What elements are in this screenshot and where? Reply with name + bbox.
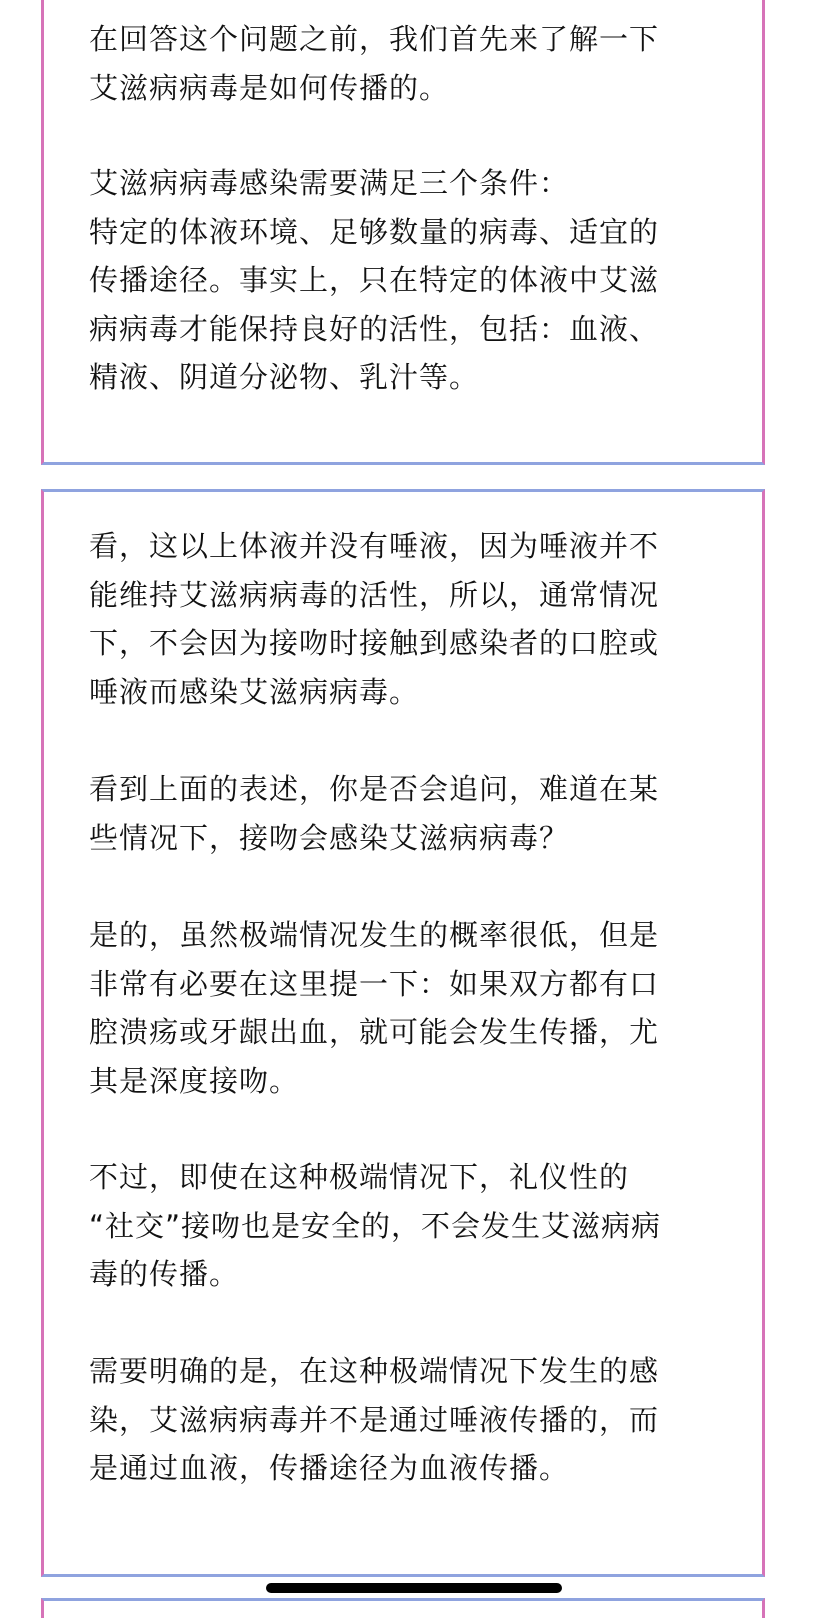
- article-card-saliva: [41, 489, 765, 1577]
- home-indicator[interactable]: [266, 1583, 562, 1593]
- paragraph-intro: 在回答这个问题之前，我们首先来了解一下 艾滋病病毒是如何传播的。: [89, 22, 660, 105]
- paragraph-question: 看到上面的表述，你是否会追问，难道在某 些情况下，接吻会感染艾滋病病毒？: [89, 772, 660, 855]
- paragraph-social-kiss: 不过，即使在这种极端情况下，礼仪性的 “社交”接吻也是安全的，不会发生艾滋病病 毒的传播。: [89, 1160, 662, 1291]
- article-card-intro: [41, 0, 765, 465]
- paragraph-transmission-conditions: 艾滋病病毒感染需要满足三个条件： 特定的体液环境、足够数量的病毒、适宜的 传播途径。事实上，只在特定的体液中艾滋 病病毒才能保持良好的活性，包括：血液、 精液、阴道分泌物、乳汁等。: [89, 166, 660, 394]
- paragraph-saliva: 看，这以上体液并没有唾液，因为唾液并不 能维持艾滋病病毒的活性，所以，通常情况 下，不会因为接吻时接触到感染者的口腔或 唾液而感染艾滋病病毒。: [89, 529, 660, 709]
- paragraph-clarification: 需要明确的是，在这种极端情况下发生的感 染，艾滋病病毒并不是通过唾液传播的，而 是通过血液，传播途径为血液传播。: [89, 1354, 660, 1485]
- article-card-next: [41, 1598, 765, 1618]
- paragraph-extreme-cases: 是的，虽然极端情况发生的概率很低，但是 非常有必要在这里提一下：如果双方都有口 腔溃疡或牙龈出血，就可能会发生传播，尤 其是深度接吻。: [89, 918, 660, 1098]
